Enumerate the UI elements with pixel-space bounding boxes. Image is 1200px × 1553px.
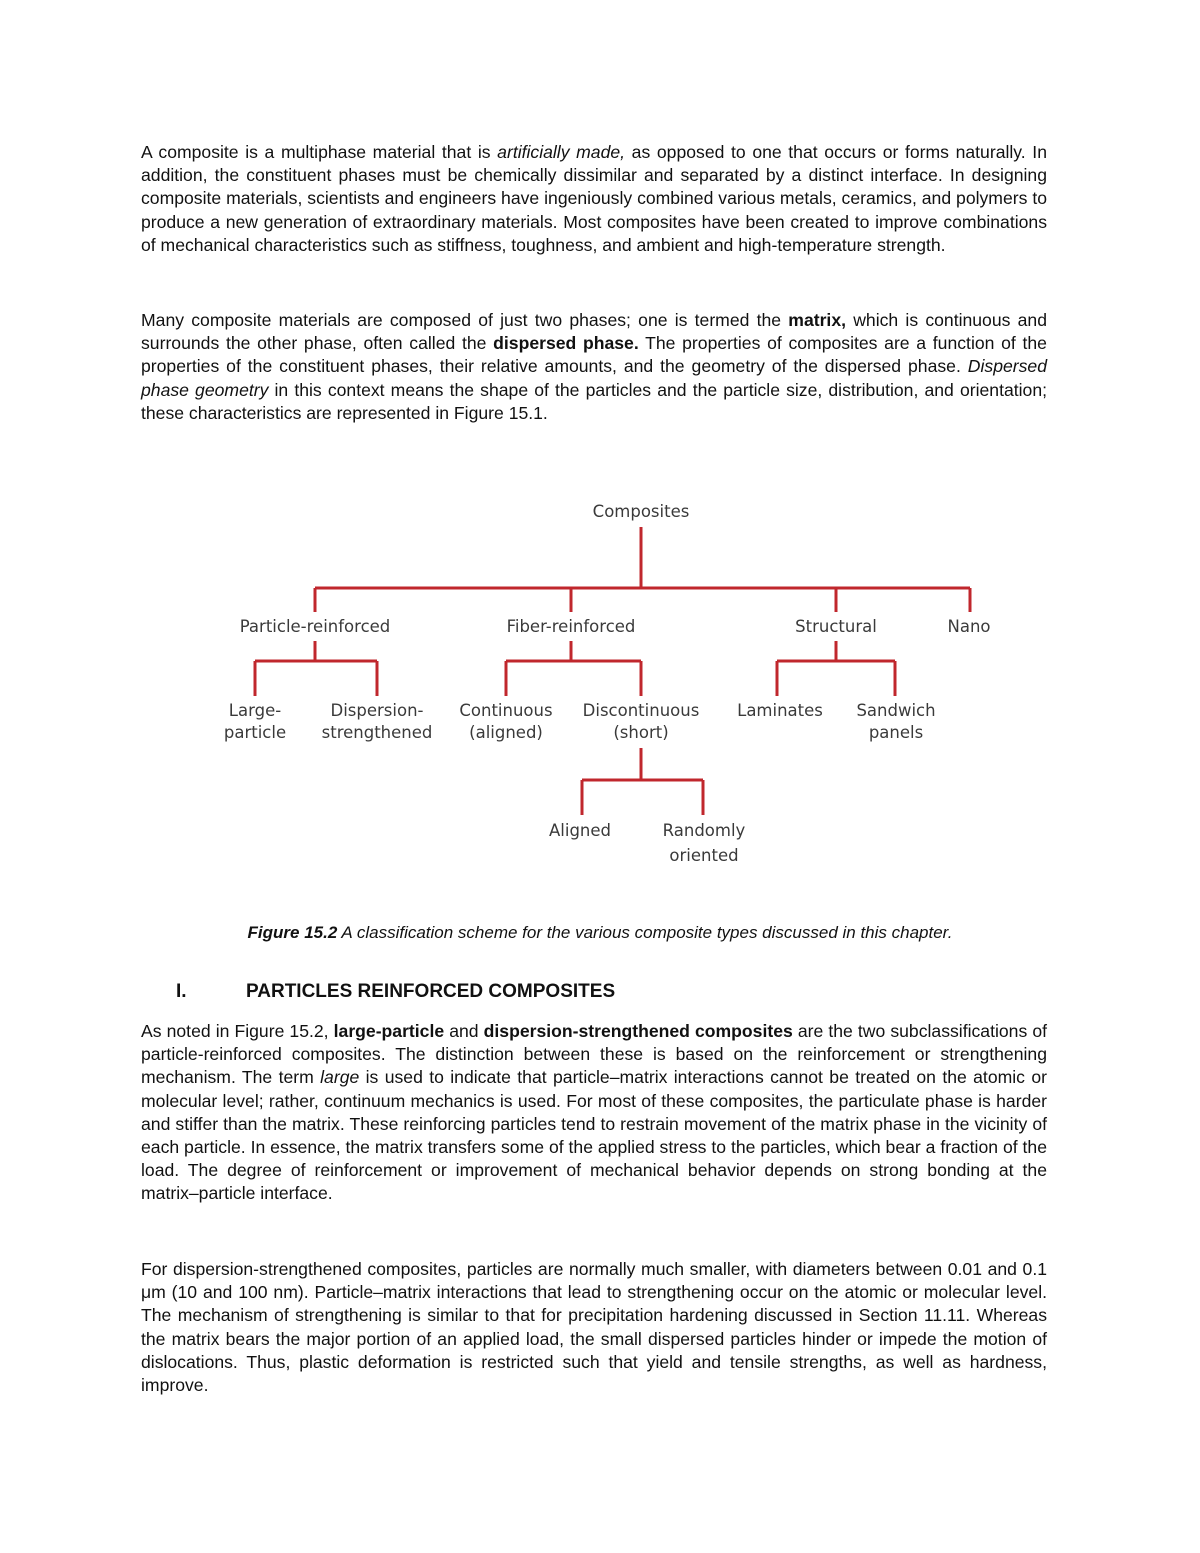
section-title: PARTICLES REINFORCED COMPOSITES [246, 981, 616, 1002]
text-run: As noted in Figure 15.2, [141, 1021, 334, 1041]
node-large-particle-line1: Large- [228, 701, 282, 720]
italic-text: Dispersed phase geometry [141, 356, 1047, 400]
text-run: Many composite materials are composed of just two phases; one is termed the [141, 310, 789, 330]
node-dispersion-line1: Dispersion- [330, 701, 424, 720]
node-continuous-line2: (aligned) [469, 723, 543, 742]
text-run: and [444, 1021, 484, 1041]
text-run: in this context means the shape of the particles and the particle size, distribution, and orientation; these characteristics are represented in Figure 15.1. [141, 379, 1047, 423]
node-continuous-line1: Continuous [459, 701, 553, 720]
paragraph-dispersion-strengthened [141, 1258, 1047, 1397]
node-dispersion-line2: strengthened [321, 723, 433, 742]
node-composites: Composites [592, 502, 690, 521]
text-run: For dispersion-strengthened composites, particles are normally much smaller, with diameters between 0.01 and 0.1 μm (10 and 100 nm). Particle–matrix interactions that lead to strengthening occur on the atomic or molecular level. The mechanism of strengthening is similar to that for precipitation hardening discussed in Section 11.11. Whereas the matrix bears the major portion of an applied load, the small dispersed particles hinder or impede the motion of dislocations. Thus, plastic deformation is restricted such that yield and tensile strengths, as well as hardness, improve. [141, 1259, 1047, 1396]
node-fiber-reinforced: Fiber-reinforced [506, 617, 636, 636]
paragraph-phases [141, 309, 1047, 425]
text-run: is used to indicate that particle–matrix interactions cannot be treated on the atomic or molecular level; rather, continuum mechanics is used. For most of these composites, the particulate phase is harder and stiffer than the matrix. These reinforcing particles tend to restrain movement of the matrix phase in the vicinity of each particle. In essence, the matrix transfers some of the applied stress to the particles, which bear a fraction of the load. The degree of reinforcement or improvement of mechanical behavior depends on strong bonding at the matrix–particle interface. [141, 1067, 1047, 1204]
node-randomly-line1: Randomly [662, 821, 746, 840]
node-large-particle-line2: particle [223, 723, 287, 742]
classification-diagram [200, 490, 1020, 880]
node-aligned: Aligned [548, 821, 612, 840]
section-number: I. [176, 981, 187, 1002]
node-laminates: Laminates [737, 701, 823, 720]
italic-text: artificially made, [497, 142, 626, 162]
figure-label: Figure 15.2 [247, 923, 338, 942]
figure-caption-text: A classification scheme for the various composite types discussed in this chapter. [337, 923, 953, 942]
node-sandwich-line2: panels [868, 723, 924, 742]
bold-term-dispersion-strengthened: dispersion-strengthened composites [483, 1021, 793, 1041]
section-heading [176, 981, 615, 1003]
bold-term-dispersed-phase: dispersed phase. [493, 333, 639, 354]
bold-term-matrix: matrix, [788, 310, 846, 330]
node-discontinuous-line2: (short) [613, 723, 669, 742]
node-structural: Structural [795, 617, 877, 636]
text-run: The properties of composites are a function of the properties of the constituent phases, their relative amounts, and the geometry of the dispersed phase. [141, 333, 1047, 377]
diagram-connector-lines [255, 527, 970, 815]
paragraph-composite-definition [141, 141, 1047, 257]
text-run: which is continuous and surrounds the other phase, often called the [141, 310, 1047, 354]
figure-caption [0, 923, 1200, 943]
bold-term-large-particle: large-particle [333, 1021, 445, 1041]
node-nano: Nano [947, 617, 991, 636]
node-discontinuous-line1: Discontinuous [582, 701, 700, 720]
node-sandwich-line1: Sandwich [856, 701, 936, 720]
italic-text: large [320, 1067, 360, 1088]
paragraph-particle-subclasses [141, 1020, 1047, 1206]
text-run: A composite is a multiphase material that is [141, 142, 498, 162]
text-run: are the two subclassifications of particle-reinforced composites. The distinction between these is based on the reinforcement or strengthening mechanism. The term [141, 1021, 1048, 1088]
node-particle-reinforced: Particle-reinforced [239, 617, 391, 636]
text-run: as opposed to one that occurs or forms naturally. In addition, the constituent phases must be chemically dissimilar and separated by a distinct interface. In designing composite materials, scientists and engineers have ingeniously combined various metals, ceramics, and polymers to produce a new generation of extraordinary materials. Most composites have been created to improve combinations of mechanical characteristics such as stiffness, toughness, and ambient and high-temperature strength. [141, 142, 1047, 255]
node-randomly-line2: oriented [669, 846, 739, 865]
